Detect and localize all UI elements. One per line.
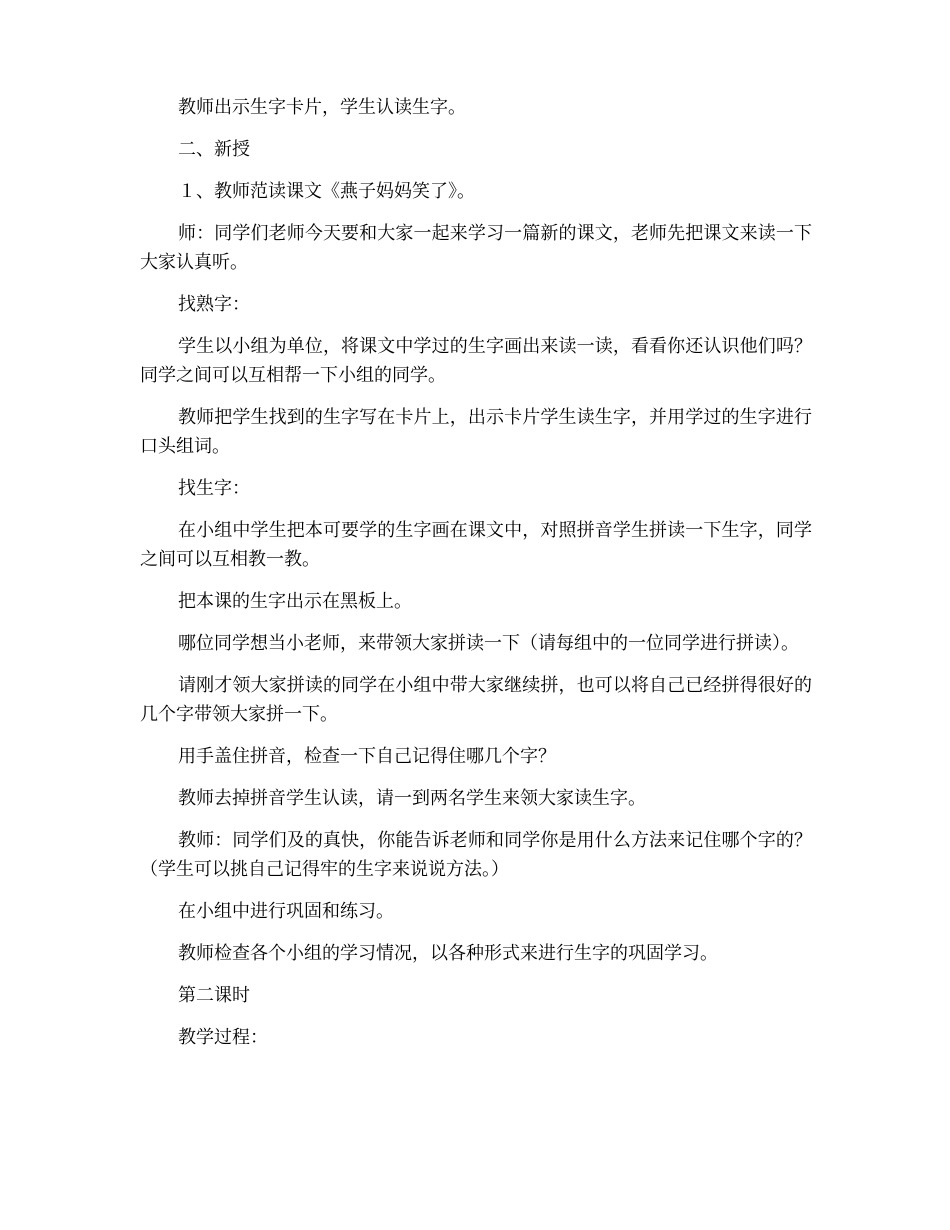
document-body	[140, 93, 812, 1065]
paragraph: 学生以小组为单位，将课文中学过的生字画出来读一读，看看你还认识他们吗？同学之间可以互相帮一下小组的同学。	[140, 336, 812, 386]
paragraph: 师：同学们老师今天要和大家一起来学习一篇新的课文，老师先把课文来读一下大家认真听。	[140, 223, 812, 273]
paragraph: 教师检查各个小组的学习情况，以各种形式来进行生字的巩固学习。	[178, 943, 718, 964]
paragraph: 在小组中进行巩固和练习。	[178, 901, 394, 922]
paragraph: 找熟字：	[178, 294, 250, 315]
paragraph: 请刚才领大家拼读的同学在小组中带大家继续拼，也可以将自己已经拼得很好的几个字带领大家拼一下。	[140, 675, 812, 725]
paragraph: 把本课的生字出示在黑板上。	[178, 591, 412, 612]
paragraph: 教师把学生找到的生字写在卡片上，出示卡片学生读生字，并用学过的生字进行口头组词。	[140, 407, 812, 457]
paragraph: 在小组中学生把本可要学的生字画在课文中，对照拼音学生拼读一下生字，同学之间可以互相教一教。	[140, 520, 812, 570]
paragraph: 教学过程：	[178, 1027, 268, 1048]
section-heading: 第二课时	[178, 985, 250, 1006]
paragraph: 用手盖住拼音，检查一下自己记得住哪几个字？	[178, 746, 556, 767]
paragraph: 教师去掉拼音学生认读，请一到两名学生来领大家读生字。	[178, 788, 646, 809]
paragraph: 教师出示生字卡片，学生认读生字。	[178, 97, 466, 118]
section-heading: 二、新授	[178, 139, 250, 160]
paragraph: １、教师范读课文《燕子妈妈笑了》。	[178, 181, 475, 202]
paragraph: 教师：同学们及的真快，你能告诉老师和同学你是用什么方法来记住哪个字的？（学生可以挑自己记得牢的生字来说说方法。）	[140, 830, 812, 880]
paragraph: 找生字：	[178, 478, 250, 499]
paragraph: 哪位同学想当小老师，来带领大家拼读一下（请每组中的一位同学进行拼读）。	[178, 633, 799, 654]
